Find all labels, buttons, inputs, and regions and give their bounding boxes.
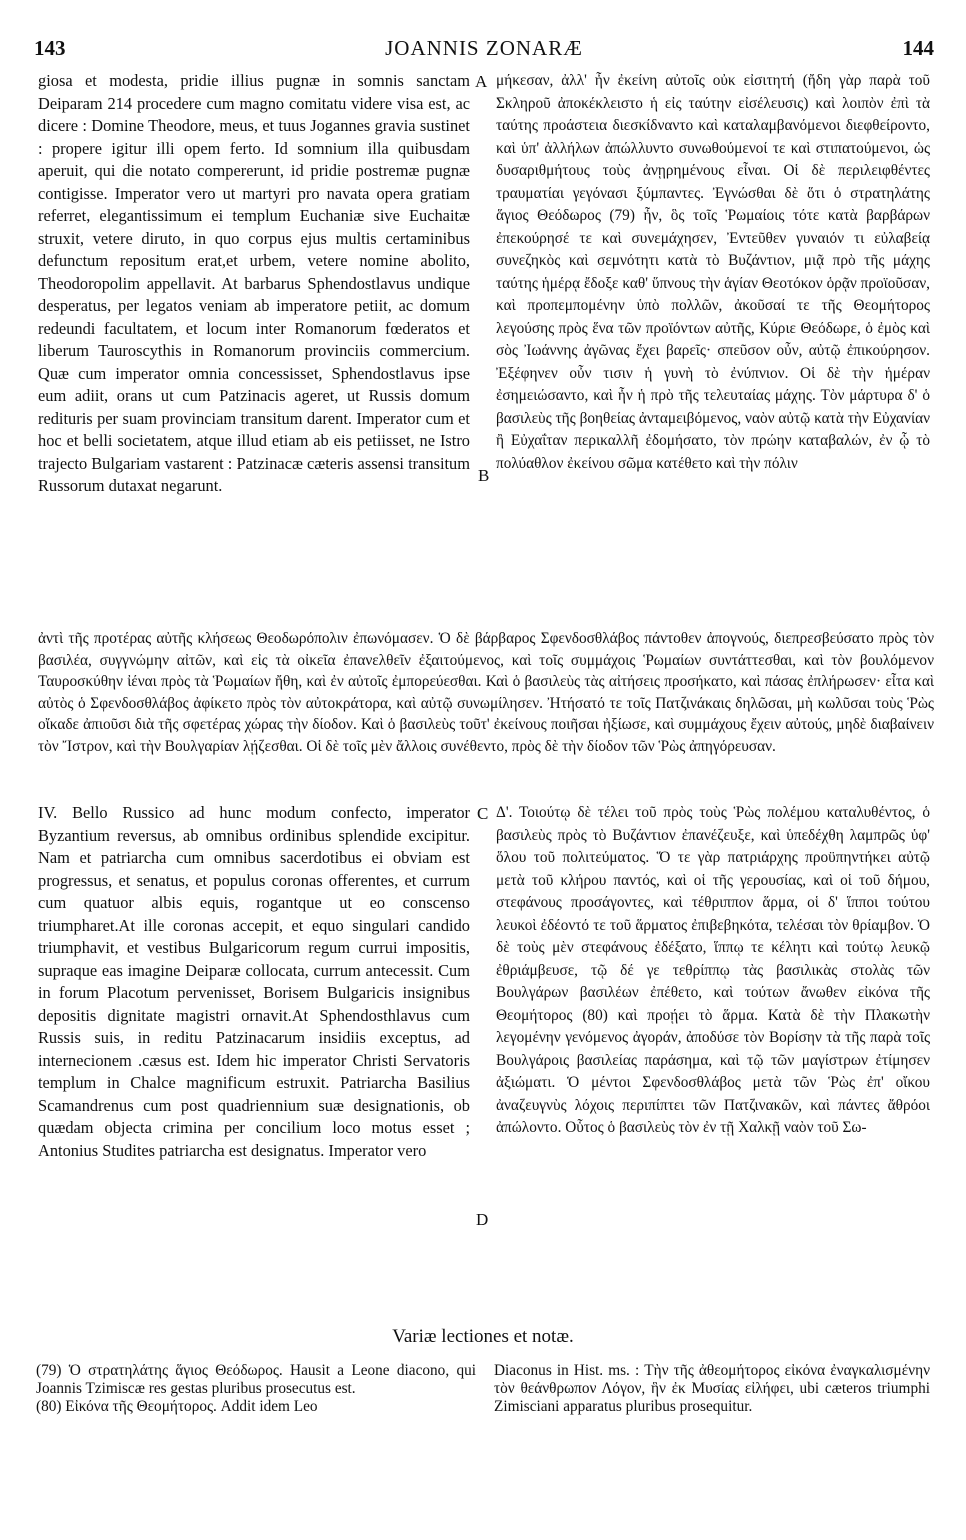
latin-text-section1: giosa et modesta, pridie illius pugnæ in somnis sanctam Deiparam 214 procedere cum magno comitatu videre visa est, ac dicere : Domine Theodore, meus, et tuus Jogannes gravia sustinet : propere igitur illi opem ferto. Id somnium illa quibusdam aperuit, qui die notato compererunt, id pridie postremæ pugnæ contigisse. Imperator vero ut martyri pro navata opera gratiam referret, elegantissimum ei templum Euchaniæ sive Euchaitæ struxit, vetere diruto, in quo corpus ejus multis certaminibus defunctum repositum erat,et urbem, vetere nomine abolito, Theodoropolim appellavit. At barbarus Sphendostlavus undique desperatus, per legatos veniam ab imperatore petiit, ac domum redeundi facultatem, et locum inter Romanorum fœderatos et liberum Tauroscythis in Romanorum provinciis commercium. Quæ cum imperator omnia concessisset, Sphendostlavus ipse eum adiit, orans ut cum Patzinacis ageret, ut Russis domum redituris per suam provinciam transitum darent. Imperator cum et hoc et belli societatem, atque illud etiam ab eis petiisset, ne Istro trajecto Bulgariam vastarent : Patzinacæ cæteris assensi transitum Russorum dutaxat negarunt. (38, 71, 470, 495)
margin-marker-d: D (476, 1210, 489, 1229)
greek-fullwidth-text: ἀντὶ τῆς προτέρας αὐτῆς κλήσεως Θεοδωρόπολιν ἐπωνόμασεν. Ὁ δὲ βάρβαρος Σφενδοσθλάβος πάντοθεν ἀπογνούς, διεπρεσβεύσατο πρὸς τὸν βασιλέα, συγγνώμην αἰτῶν, καὶ εἰς τὰ οἰκεῖα ἐπανελθεῖν ἐξαιτούμενος, καὶ τοῖς συμμάχοις Ῥωμαίων συντάττεσθαι, καὶ τὸν βουλόμενον Ταυροσκύθην ἰέναι πρὸς τὰ Ῥωμαίων ἤθη, καὶ ἐν αὐτοῖς ἐμπορεύεσθαι. Καὶ ὁ βασιλεὺς τὰς αἰτήσεις προσήκατο, καὶ πάσας ἐπλήρωσεν· εἶτα καὶ αὐτὸς ὁ Σφενδοσθλάβος ἀφίκετο πρὸς τὸν αὐτοκράτορα, καὶ αὐτῷ συνωμίλησεν. Ἠτήσατό τε τοῖς Πατζινάκαις δηλῶσαι, μὴ κωλῦσαι τοὺς Ῥὼς οἴκαδε ἀπιοῦσι διὰ τῆς σφετέρας χώρας τὴν δίοδον. Καὶ ὁ βασιλεὺς τοῦτ' ἐκείνους ποιῆσαι ἠξίωσε, καὶ συμμάχους ἔχειν αὐτούς, μηδὲ διαβαίνειν τὸν Ἴστρον, καὶ τὴν Βουλγαρίαν λῄζεσθαι. Οἱ δὲ τοῖς μὲν ἄλλοις συνέθεντο, πρὸς δὲ τὴν δίοδον τῶν Ῥὼς ἀπηγόρευσαν. (38, 630, 934, 755)
footnote-79 (36, 1362, 476, 1416)
page-header (34, 36, 934, 66)
right-page-number: 144 (902, 36, 934, 60)
footnote-80-continuation (494, 1362, 930, 1416)
notes-heading: Variæ lectiones et notæ. (392, 1326, 574, 1347)
latin-text-section2: IV. Bello Russico ad hunc modum confecto, imperator Byzantium reversus, ab omnibus ordinibus splendide excipitur. Nam et patriarcha cum omnibus sacerdotibus ei obviam est progressus, et senatus, et populus coronas offerentes, et currum cum quatuor albis equis, rogantque ut eo conscenso triumpharet.At ille coronas accepit, et equo singulari candido triumphavit, et vestibus Bulgaricorum regum currui impositis, supraque eas imagine Deiparæ collocata, currum antecessit. Cum in forum Placotum pervenisset, Borisem Bulgaricis insignibus depositis dignitate magistri ornavit.At Sphendosthlavus cum Russis suis, in reditu Patzinacarum insidiis exceptus, ad internecionem .cæsus est. Idem hic imperator Christi Servatoris templum in Chalce magnificum estruxit. Patriarcha Basilius Scamandrenus cum post quadriennium suæ designationis, ob quædam objecta crimina per concilium loco motus esset ; Antonius Studites patriarcha est designatus. Imperator vero (38, 803, 470, 1160)
greek-column-section1 (496, 70, 930, 475)
footnote-80-text: (80) Εἰκόνα τῆς Θεομήτορος. Addit idem Leo (36, 1398, 318, 1415)
running-title: JOANNIS ZONARÆ (385, 36, 583, 60)
footnote-80-continued-text: Diaconus in Hist. ms. : Τὴν τῆς ἀθεομήτορος εἰκόνα ἐναγκαλισμένην τὸν θεάνθρωπον Λόγον, ἣν ἐκ Μυσίας εἰλήφει, ubi cæteros triumphi Zimisciani apparatus pluribus prosequitur. (494, 1362, 930, 1415)
margin-marker-a: A (475, 72, 488, 91)
latin-column-section1 (38, 70, 470, 498)
left-page-number: 143 (34, 36, 66, 60)
footnote-79-text: (79) Ὁ στρατηλάτης ἅγιος Θεόδωρος. Hausit a Leone diacono, qui Joannis Tzimiscæ res gestas pluribus prosecutus est. (36, 1362, 476, 1397)
margin-marker-c: C (477, 804, 489, 823)
margin-marker-b: B (478, 466, 490, 485)
greek-text-section2: Δ'. Τοιούτῳ δὲ τέλει τοῦ πρὸς τοὺς Ῥὼς πολέμου καταλυθέντος, ὁ βασιλεὺς πρὸς τὸ Βυζάντιον ἐπανέζευξε, καὶ ὑπεδέχθη λαμπρῶς ὑφ' ὅλου τοῦ πολιτεύματος. Ὅ τε γὰρ πατριάρχης προϋπηντήκει αὐτῷ μετὰ τοῦ κλήρου παντός, καὶ οἱ τῆς γερουσίας, καὶ οἱ τοῦ δήμου, στεφάνους προσάγοντες, καὶ τέθριππον ἅρμα, οἱ δ' ἵπποι τούτου λευκοὶ ἐδέοντό τε τοῦ ἅρματος ἐπιβεβηκότα, τελέσαι τὸν θρίαμβον. Ὁ δὲ τοὺς μὲν στεφάνους ἐδέξατο, ἵππῳ τε κέλητι καὶ τούτῳ λευκῷ ἐθριάμβευσε, τῷ δέ γε τεθρίππῳ τὰς βασιλικὰς στολὰς τῶν Βουλγάρων βασιλέων ἐπέθετο, καὶ τούτων ἄνωθεν εἰκόνα τῆς Θεομήτορος (80) καὶ προῄει τὸ ἅρμα. Κατὰ δὲ τὴν Πλακωτὴν λεγομένην γενόμενος ἀγοράν, ἀποδύσε τὸν Βορίσην τὰ τῆς παρὰ τοῖς Βουλγάροις βασιλείας παράσημα, καὶ τῷ τῶν μαγίστρων ἐτίμησεν ἀξιώματι. Ὁ μέντοι Σφενδοσθλάβος μετὰ τῶν Ῥὼς ἐπ' οἴκου ἀναζευγνὺς λόχοις περιπίπτει τῶν Πατζινακῶν, καὶ πάντες ἄθρόοι ἀπώλοντο. Οὗτος ὁ βασιλεὺς τὸν ἐν τῇ Χαλκῇ ναὸν τοῦ Σω- (496, 804, 930, 1136)
greek-fullwidth-paragraph (38, 628, 934, 757)
greek-text-section1: μήκεσαν, ἀλλ' ἦν ἐκείνη αὐτοῖς οὐκ εἰσιτητή (ἤδη γὰρ παρὰ τοῦ Σκληροῦ ἀποκέκλειστο ἡ εἰς ταύτην εἰσέλευσις) καὶ λοιπὸν ἐπὶ τὰ ταύτης προάστεια διεσκίδναντο καὶ καταλαμβανόμενοι διεφθείροντο, καὶ ὑπ' ἀλλήλων ἀπώλλυντο συνωθούμενοί τε καὶ στιπατούμενοι, ὡς δυσαριθμήτους τοὺς ἀνῃρημένους εἶναι. Οἱ δὲ περιλειφθέντες τραυματίαι γεγόνασι ξύμπαντες. Ἐγνώσθαι δὲ ὅτι ὁ στρατηλάτης ἅγιος Θεόδωρος (79) ἦν, ὃς τοῖς Ῥωμαίοις τότε κατὰ βαρβάρων ἐπεκούρησέ τε καὶ συνεμάχησεν, Ἐντεῦθεν γυναιόν τι εὐλαβείᾳ συνεζηκὸς καὶ σεμνότητι κατὰ τὸ Βυζάντιον, μιᾷ πρὸ τῆς μάχης ταύτης ἡμέρᾳ ἔδοξε καθ' ὕπνους τὴν ἁγίαν Θεοτόκον ὁρᾷν προϊοῦσαν, καὶ προπεμπομένην ὑπὸ πολλῶν, ἀκοῦσαί τε τῆς Θεομήτορος λεγούσης πρὸς ἕνα τῶν προϊόντων αὐτῆς, Κύριε Θεόδωρε, ὁ ἐμὸς καὶ σὸς Ἰωάννης ἀγῶνας ἔχει βαρεῖς· σπεῦσον οὖν, αὐτῷ ἐπικούρησον. Ἐξέφηνεν οὖν τισιν ἡ γυνὴ τὸ ἐνύπνιον. Οἱ δὲ τὴν ἡμέραν ἐσημειώσαντο, καὶ ἦν ἡ πρὸ τῆς τελευταίας μάχης. Τὸν μάρτυρα δ' ὁ βασιλεὺς τῆς βοηθείας ἀνταμειβόμενος, ναὸν αὐτῷ κατὰ τὴν Εὐχανίαν ἢ Εὐχαΐταν περικαλλῆ ἐδομήσατο, τὸν πρώην καταβαλών, ἐν ᾧ τὸ πολύαθλον ἐκείνου σῶμα κατέθετο καὶ τὴν πόλιν (496, 72, 930, 472)
latin-column-section2 (38, 802, 470, 1162)
greek-column-section2 (496, 802, 930, 1140)
